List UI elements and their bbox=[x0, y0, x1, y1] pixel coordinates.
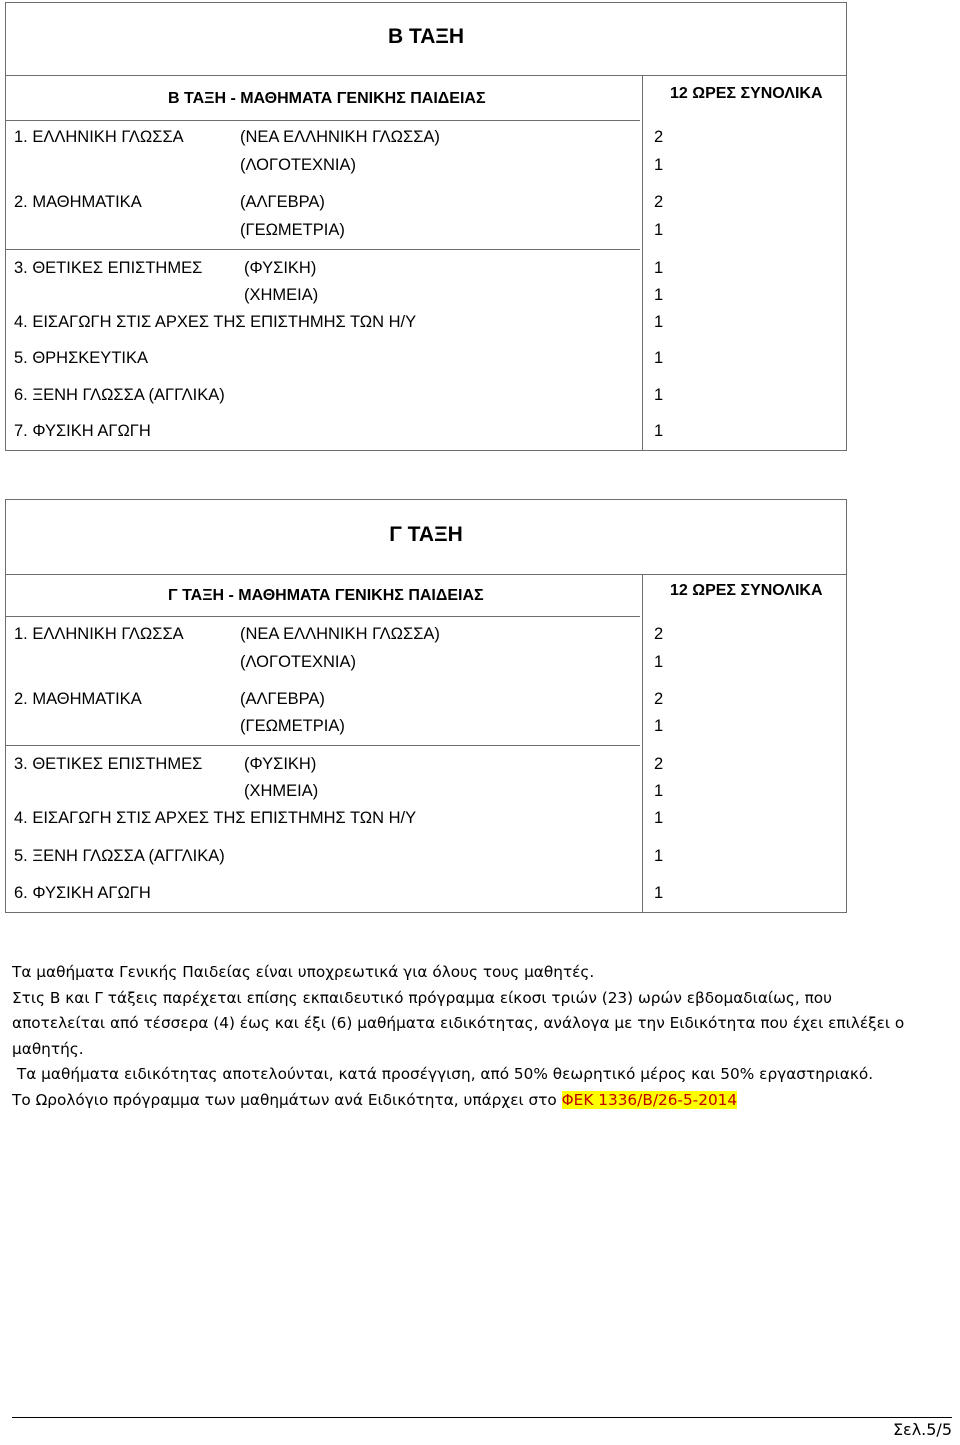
divider bbox=[642, 75, 643, 450]
table-b-taxi: Β ΤΑΞΗ Β ΤΑΞΗ - ΜΑΘΗΜΑΤΑ ΓΕΝΙΚΗΣ ΠΑΙΔΕΙΑΣ 12 ΩΡΕΣ ΣΥΝΟΛΙΚΑ 1. ΕΛΛΗΝΙΚΗ ΓΛΩΣΣΑ (ΝΕΑ ΕΛΛΗΝΙΚΗ ΓΛΩΣΣΑ) 2 (ΛΟΓΟΤΕΧΝΙΑ) 1 2. ΜΑΘΗΜΑΤΙΚΑ (ΑΛΓΕΒΡΑ) 2 (ΓΕΩΜΕΤΡΙΑ) 1 3. ΘΕΤΙΚΕΣ ΕΠΙΣΤΗΜΕΣ (ΦΥΣΙΚΗ) 1 (ΧΗΜΕΙΑ) 1 4. ΕΙΣΑΓΩΓΗ ΣΤΙΣ ΑΡΧΕΣ ΤΗΣ ΕΠΙΣΤΗΜΗΣ ΤΩΝ Η/Υ 1 5. ΘΡΗΣΚΕΥΤΙΚΑ 1 6. ΞΕΝΗ ΓΛΩΣΣΑ (ΑΓΓΛΙΚΑ) 1 7. ΦΥΣΙΚΗ ΑΓΩΓΗ 1 bbox=[5, 2, 847, 451]
divider bbox=[6, 120, 640, 121]
divider bbox=[6, 574, 846, 575]
section-c-total: 12 ΩΡΕΣ ΣΥΝΟΛΙΚΑ bbox=[670, 582, 823, 599]
section-c-subtitle: Γ ΤΑΞΗ - ΜΑΘΗΜΑΤΑ ΓΕΝΙΚΗΣ ΠΑΙΔΕΙΑΣ bbox=[168, 587, 484, 604]
section-b-title: Β ΤΑΞΗ bbox=[387, 25, 465, 48]
note-paragraph: Τα μαθήματα ειδικότητας αποτελούνται, κατά προσέγγιση, από 50% θεωρητικό μέρος και 50% εργαστηριακό. bbox=[12, 1065, 874, 1083]
divider bbox=[6, 616, 640, 617]
divider bbox=[6, 249, 640, 250]
divider bbox=[6, 75, 846, 76]
section-b-total: 12 ΩΡΕΣ ΣΥΝΟΛΙΚΑ bbox=[670, 85, 823, 102]
note-paragraph: Τα μαθήματα Γενικής Παιδείας είναι υποχρεωτικά για όλους τους μαθητές. bbox=[12, 963, 595, 981]
divider bbox=[642, 574, 643, 912]
notes-block bbox=[12, 960, 912, 1113]
section-c-title: Γ ΤΑΞΗ bbox=[389, 523, 463, 546]
footer-divider bbox=[12, 1417, 952, 1418]
fek-link[interactable]: ΦΕΚ 1336/Β/26-5-2014 bbox=[561, 1090, 738, 1109]
note-paragraph: Στις Β και Γ τάξεις παρέχεται επίσης εκπαιδευτικό πρόγραμμα είκοσι τριών (23) ωρών εβδομαδιαίως, που αποτελείται από τέσσερα (4) έως και έξι (6) μαθήματα ειδικότητας, ανάλογα με την Ειδικότητα που έχει επιλέξει ο μαθητής. bbox=[12, 988, 905, 1058]
note-paragraph bbox=[12, 1088, 912, 1114]
page-number: Σελ.5/5 bbox=[892, 1420, 952, 1439]
note-text: Το Ωρολόγιο πρόγραμμα των μαθημάτων ανά Ειδικότητα, υπάρχει στο bbox=[12, 1090, 562, 1109]
table-c-taxi: Γ ΤΑΞΗ Γ ΤΑΞΗ - ΜΑΘΗΜΑΤΑ ΓΕΝΙΚΗΣ ΠΑΙΔΕΙΑΣ 12 ΩΡΕΣ ΣΥΝΟΛΙΚΑ 1. ΕΛΛΗΝΙΚΗ ΓΛΩΣΣΑ (ΝΕΑ ΕΛΛΗΝΙΚΗ ΓΛΩΣΣΑ) 2 (ΛΟΓΟΤΕΧΝΙΑ) 1 2. ΜΑΘΗΜΑΤΙΚΑ (ΑΛΓΕΒΡΑ) 2 (ΓΕΩΜΕΤΡΙΑ) 1 3. ΘΕΤΙΚΕΣ ΕΠΙΣΤΗΜΕΣ (ΦΥΣΙΚΗ) 2 (ΧΗΜΕΙΑ) 1 4. ΕΙΣΑΓΩΓΗ ΣΤΙΣ ΑΡΧΕΣ ΤΗΣ ΕΠΙΣΤΗΜΗΣ ΤΩΝ Η/Υ 1 5. ΞΕΝΗ ΓΛΩΣΣΑ (ΑΓΓΛΙΚΑ) 1 6. ΦΥΣΙΚΗ ΑΓΩΓΗ 1 bbox=[5, 499, 847, 913]
section-b-subtitle: Β ΤΑΞΗ - ΜΑΘΗΜΑΤΑ ΓΕΝΙΚΗΣ ΠΑΙΔΕΙΑΣ bbox=[168, 90, 486, 107]
divider bbox=[6, 745, 640, 746]
